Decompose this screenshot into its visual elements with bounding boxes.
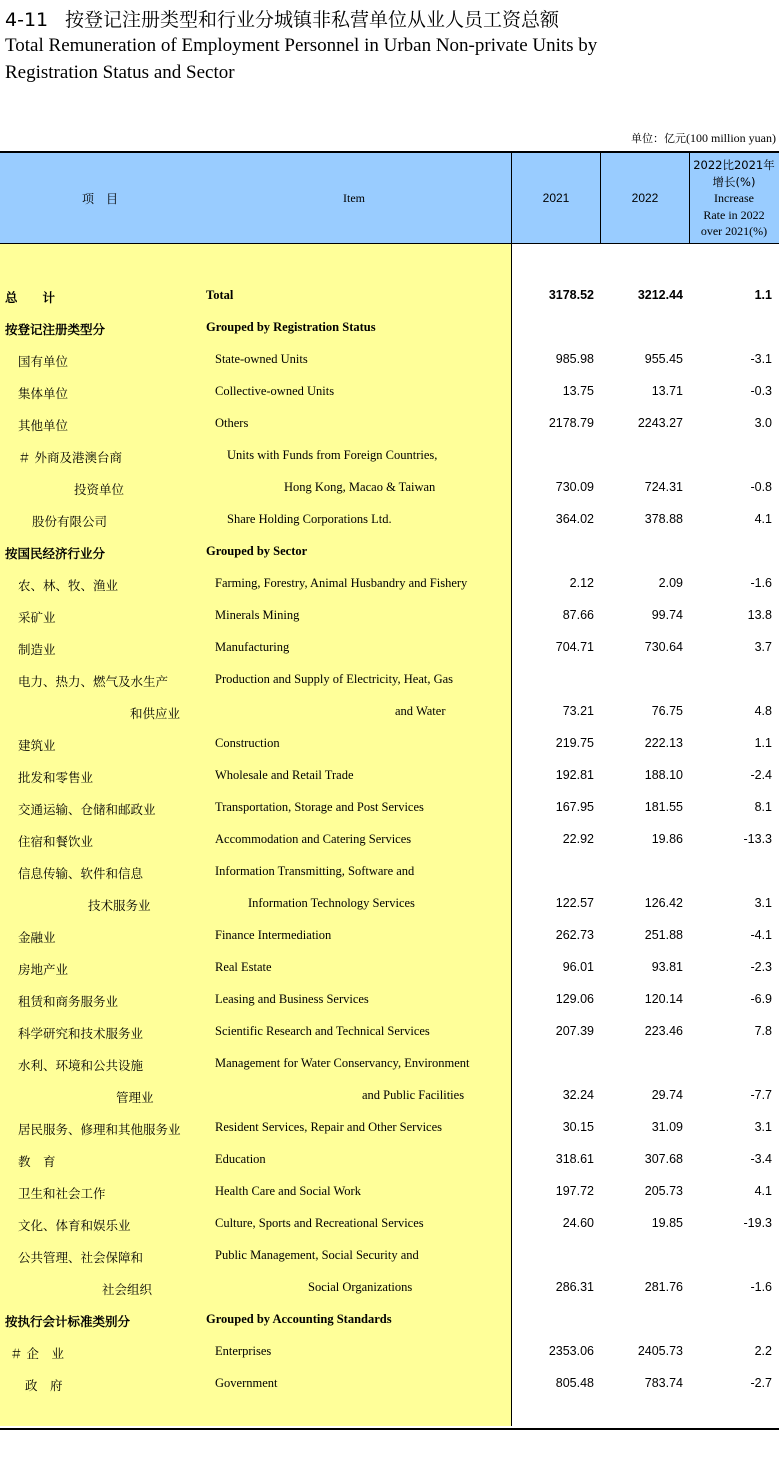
value-2021: 122.57 <box>555 896 594 910</box>
page-title-cn <box>5 5 559 32</box>
increase-rate: -7.7 <box>750 1088 772 1102</box>
row-label-en: Farming, Forestry, Animal Husbandry and Fishery <box>215 576 468 590</box>
row-label-en: Finance Intermediation <box>215 928 332 942</box>
row-label-en: Units with Funds from Foreign Countries, <box>227 448 438 462</box>
value-2022: 19.85 <box>651 1216 683 1230</box>
increase-rate: -3.4 <box>750 1152 772 1166</box>
value-2021: 730.09 <box>555 480 594 494</box>
row-label-cn: 交通运输、仓储和邮政业 <box>18 802 156 817</box>
increase-rate: 4.1 <box>754 512 772 526</box>
row-label-cn: 管理业 <box>116 1090 154 1105</box>
row-label-cn: 教 育 <box>18 1154 56 1169</box>
row-label-cn: 股份有限公司 <box>32 514 108 529</box>
value-2022: 181.55 <box>644 800 683 814</box>
value-2021: 318.61 <box>555 1152 594 1166</box>
row-label-en: Grouped by Accounting Standards <box>206 1312 392 1326</box>
row-label-en: Accommodation and Catering Services <box>215 832 412 846</box>
title-cn-text: 按登记注册类型和行业分城镇非私营单位从业人员工资总额 <box>65 9 560 31</box>
increase-rate: -2.3 <box>750 960 772 974</box>
increase-rate: 3.0 <box>754 416 772 430</box>
value-2021: 219.75 <box>555 736 594 750</box>
row-label-cn: 投资单位 <box>74 482 125 497</box>
row-label-en: Minerals Mining <box>215 608 300 622</box>
value-2022: 222.13 <box>644 736 683 750</box>
table-row <box>0 824 779 856</box>
table-row <box>0 408 779 440</box>
table-row <box>0 376 779 408</box>
value-2022: 99.74 <box>651 608 683 622</box>
row-label-en: Collective-owned Units <box>215 384 335 398</box>
row-label-en: Others <box>215 416 249 430</box>
table-number: 4-11 <box>5 9 49 31</box>
value-2022: 205.73 <box>644 1184 683 1198</box>
column-divider <box>600 153 601 243</box>
value-2022: 3212.44 <box>637 288 683 302</box>
row-label-cn: 按登记注册类型分 <box>5 322 106 337</box>
row-label-en: Health Care and Social Work <box>215 1184 361 1198</box>
value-2021: 87.66 <box>562 608 594 622</box>
row-label-cn: 公共管理、社会保障和 <box>18 1250 144 1265</box>
value-2022: 76.75 <box>651 704 683 718</box>
row-label-en: Culture, Sports and Recreational Services <box>215 1216 424 1230</box>
table-row <box>0 568 779 600</box>
value-2022: 724.31 <box>644 480 683 494</box>
row-label-en: Grouped by Registration Status <box>206 320 376 334</box>
row-label-cn: 金融业 <box>18 930 56 945</box>
row-label-cn: 科学研究和技术服务业 <box>18 1026 144 1041</box>
value-2021: 985.98 <box>555 352 594 366</box>
page-title-en-line1: Total Remuneration of Employment Personnel in Urban Non-private Units by <box>5 35 598 56</box>
increase-rate: -4.1 <box>750 928 772 942</box>
table-row <box>0 856 779 888</box>
row-label-cn: 信息传输、软件和信息 <box>18 866 144 881</box>
table-row <box>0 1368 779 1400</box>
value-2022: 251.88 <box>644 928 683 942</box>
header-item-en: Item <box>343 191 365 205</box>
row-label-cn: 国有单位 <box>18 354 69 369</box>
value-2021: 197.72 <box>555 1184 594 1198</box>
value-2022: 2405.73 <box>637 1344 683 1358</box>
increase-rate: -2.4 <box>750 768 772 782</box>
row-label-cn: 电力、热力、燃气及水生产 <box>18 674 169 689</box>
increase-rate: 13.8 <box>747 608 772 622</box>
row-label-en: Information Transmitting, Software and <box>215 864 415 878</box>
row-label-en: Construction <box>215 736 280 750</box>
table-row <box>0 600 779 632</box>
row-label-en: Scientific Research and Technical Services <box>215 1024 430 1038</box>
row-label-cn: 和供应业 <box>130 706 181 721</box>
value-2022: 223.46 <box>644 1024 683 1038</box>
row-label-en: State-owned Units <box>215 352 308 366</box>
value-2021: 286.31 <box>555 1280 594 1294</box>
row-label-cn: 房地产业 <box>18 962 69 977</box>
row-label-cn: 按执行会计标准类别分 <box>5 1314 131 1329</box>
increase-rate: -3.1 <box>750 352 772 366</box>
row-label-en: Transportation, Storage and Post Services <box>215 800 424 814</box>
increase-rate: 3.1 <box>754 896 772 910</box>
row-label-cn: 其他单位 <box>18 418 69 433</box>
increase-rate: -13.3 <box>743 832 772 846</box>
row-label-cn: ＃ 外商及港澳台商 <box>18 450 122 465</box>
row-label-en: Production and Supply of Electricity, Heat, Gas <box>215 672 454 686</box>
increase-rate: -2.7 <box>750 1376 772 1390</box>
increase-rate: 3.1 <box>754 1120 772 1134</box>
increase-rate: 1.1 <box>754 288 772 302</box>
value-2021: 13.75 <box>562 384 594 398</box>
row-label-en: Wholesale and Retail Trade <box>215 768 354 782</box>
value-2021: 30.15 <box>562 1120 594 1134</box>
row-label-cn: 住宿和餐饮业 <box>18 834 94 849</box>
row-label-en: and Water <box>395 704 446 718</box>
table-row <box>0 1016 779 1048</box>
value-2022: 955.45 <box>644 352 683 366</box>
value-2021: 32.24 <box>562 1088 594 1102</box>
value-2021: 167.95 <box>555 800 594 814</box>
increase-rate: 8.1 <box>754 800 772 814</box>
row-label-cn: 社会组织 <box>102 1282 153 1297</box>
value-2022: 307.68 <box>644 1152 683 1166</box>
table-row <box>0 504 779 536</box>
value-2022: 378.88 <box>644 512 683 526</box>
increase-rate: -0.3 <box>750 384 772 398</box>
value-2022: 120.14 <box>644 992 683 1006</box>
row-label-cn: 采矿业 <box>18 610 56 625</box>
row-label-en: Manufacturing <box>215 640 290 654</box>
row-label-en: Public Management, Social Security and <box>215 1248 419 1262</box>
row-label-en: Real Estate <box>215 960 272 974</box>
row-label-cn: 批发和零售业 <box>18 770 94 785</box>
row-label-en: Enterprises <box>215 1344 272 1358</box>
value-2022: 730.64 <box>644 640 683 654</box>
table-row <box>0 1304 779 1336</box>
increase-rate: -1.6 <box>750 1280 772 1294</box>
row-label-en: Government <box>215 1376 278 1390</box>
table-row <box>0 1080 779 1112</box>
column-divider <box>689 153 690 243</box>
header-year-2022: 2022 <box>631 191 659 205</box>
header-rate <box>690 157 778 240</box>
page-title-en-line2: Registration Status and Sector <box>5 62 235 83</box>
row-label-cn: 政 府 <box>25 1378 63 1393</box>
row-label-en: Information Technology Services <box>248 896 415 910</box>
row-label-cn: 建筑业 <box>18 738 56 753</box>
header-year-2021: 2021 <box>542 191 570 205</box>
row-label-cn: 按国民经济行业分 <box>5 546 106 561</box>
unit-cn: 单位：亿元 <box>631 132 686 145</box>
row-label-en: Education <box>215 1152 266 1166</box>
increase-rate: 2.2 <box>754 1344 772 1358</box>
row-label-cn: 技术服务业 <box>88 898 151 913</box>
row-label-cn: 租赁和商务服务业 <box>18 994 119 1009</box>
table-row <box>0 1336 779 1368</box>
value-2021: 2353.06 <box>548 1344 594 1358</box>
row-label-en: Total <box>206 288 234 302</box>
row-label-en: Leasing and Business Services <box>215 992 369 1006</box>
table-row <box>0 1048 779 1080</box>
value-2021: 3178.52 <box>548 288 594 302</box>
row-label-cn: 制造业 <box>18 642 56 657</box>
row-label-en: Social Organizations <box>308 1280 413 1294</box>
value-2021: 24.60 <box>562 1216 594 1230</box>
table-row <box>0 344 779 376</box>
value-2022: 93.81 <box>651 960 683 974</box>
row-label-en: Grouped by Sector <box>206 544 308 558</box>
table-row <box>0 888 779 920</box>
row-label-en: Management for Water Conservancy, Environment <box>215 1056 470 1070</box>
header-rate-en3: over 2021(%) <box>700 224 768 238</box>
value-2022: 31.09 <box>651 1120 683 1134</box>
unit-en: (100 million yuan) <box>686 131 776 145</box>
table-row <box>0 632 779 664</box>
increase-rate: 4.1 <box>754 1184 772 1198</box>
header-rate-cn2: 增长(%) <box>712 174 756 189</box>
row-label-cn: 卫生和社会工作 <box>18 1186 106 1201</box>
table-row <box>0 472 779 504</box>
row-label-cn: 水利、环境和公共设施 <box>18 1058 144 1073</box>
table-row <box>0 440 779 472</box>
table-row <box>0 1240 779 1272</box>
value-2022: 126.42 <box>644 896 683 910</box>
value-2021: 704.71 <box>555 640 594 654</box>
table-row <box>0 664 779 696</box>
value-2021: 192.81 <box>555 768 594 782</box>
row-label-cn: 文化、体育和娱乐业 <box>18 1218 131 1233</box>
increase-rate: -19.3 <box>743 1216 772 1230</box>
table-row <box>0 696 779 728</box>
value-2021: 207.39 <box>555 1024 594 1038</box>
value-2022: 783.74 <box>644 1376 683 1390</box>
header-rate-en1: Increase <box>714 191 754 205</box>
increase-rate: 3.7 <box>754 640 772 654</box>
increase-rate: 1.1 <box>754 736 772 750</box>
value-2021: 129.06 <box>555 992 594 1006</box>
row-label-cn: 农、林、牧、渔业 <box>18 578 119 593</box>
value-2022: 29.74 <box>651 1088 683 1102</box>
row-label-en: Resident Services, Repair and Other Services <box>215 1120 443 1134</box>
value-2022: 2.09 <box>658 576 683 590</box>
table-row <box>0 952 779 984</box>
increase-rate: 7.8 <box>754 1024 772 1038</box>
value-2022: 2243.27 <box>637 416 683 430</box>
row-label-en: Share Holding Corporations Ltd. <box>227 512 392 526</box>
value-2021: 805.48 <box>555 1376 594 1390</box>
value-2021: 22.92 <box>562 832 594 846</box>
value-2021: 73.21 <box>562 704 594 718</box>
table-header <box>0 153 779 244</box>
table-row <box>0 280 779 312</box>
row-label-en: Hong Kong, Macao & Taiwan <box>284 480 436 494</box>
table-row <box>0 1208 779 1240</box>
table-row <box>0 312 779 344</box>
unit-label <box>631 130 776 146</box>
header-rate-en2: Rate in 2022 <box>703 207 765 222</box>
row-label-cn: 总 计 <box>5 290 56 305</box>
value-2021: 364.02 <box>555 512 594 526</box>
value-2022: 19.86 <box>651 832 683 846</box>
table-row <box>0 1272 779 1304</box>
table-row <box>0 760 779 792</box>
value-2022: 281.76 <box>644 1280 683 1294</box>
row-label-cn: 居民服务、修理和其他服务业 <box>18 1122 181 1137</box>
row-label-en: and Public Facilities <box>362 1088 465 1102</box>
table-row <box>0 792 779 824</box>
value-2021: 2178.79 <box>548 416 594 430</box>
increase-rate: -6.9 <box>750 992 772 1006</box>
value-2022: 188.10 <box>644 768 683 782</box>
increase-rate: -1.6 <box>750 576 772 590</box>
table-row <box>0 536 779 568</box>
table-row <box>0 920 779 952</box>
value-2021: 2.12 <box>569 576 594 590</box>
value-2021: 262.73 <box>555 928 594 942</box>
table-row <box>0 984 779 1016</box>
value-2021: 96.01 <box>562 960 594 974</box>
increase-rate: 4.8 <box>754 704 772 718</box>
table-row <box>0 1144 779 1176</box>
header-item-cn: 项 目 <box>82 192 119 206</box>
table-row <box>0 1112 779 1144</box>
row-label-cn: 集体单位 <box>18 386 69 401</box>
table-row <box>0 1176 779 1208</box>
header-rate-cn1: 2022比2021年 <box>693 158 775 172</box>
data-table <box>0 151 779 1430</box>
row-label-cn: ＃ 企 业 <box>10 1346 64 1361</box>
table-row <box>0 728 779 760</box>
value-2022: 13.71 <box>651 384 683 398</box>
increase-rate: -0.8 <box>750 480 772 494</box>
